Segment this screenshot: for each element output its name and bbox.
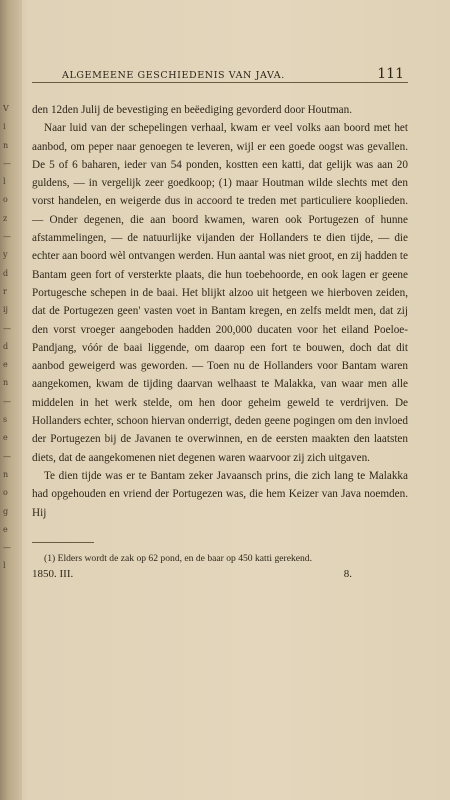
footnote-rule [32,542,94,543]
margin-mark: e [3,524,8,534]
body-text [32,101,408,522]
margin-mark: n [3,140,9,150]
margin-mark: i [3,122,6,132]
margin-mark: — [3,158,11,168]
margin-mark: y [3,250,8,260]
margin-mark: V [3,104,9,113]
margin-mark: — [3,451,11,461]
margin-mark: — [3,323,11,333]
margin-mark: z [3,213,8,223]
margin-mark: o [3,195,8,205]
margin-mark: g [3,506,9,516]
page-number: 111 [377,66,404,82]
footnote: (1) Elders wordt de zak op 62 pond, en de baar op 450 katti gerekend. [44,552,313,564]
margin-mark: l [3,177,6,187]
signature-line [32,568,408,586]
margin-mark: n [3,378,9,388]
margin-mark: d [3,268,9,278]
paragraph: Naar luid van der schepelingen verhaal, kwam er veel volks aan boord met het aanbod, om peper naar genoegen te leveren, wijl er een goede oogst was gevallen. De 5 of 6 baharen, ieder van 54 ponden, kostten een katti, dat gelijk was aan 20 guldens, — in vergelijk zeer goedkoop; (1) maar Houtman wilde slechts met den vorst handelen, en weigerde dus in accoord te treden met particuliere kooplieden. — Onder degenen, die aan boord kwamen, waren ook Portugezen of hunne afstammelingen, — de natuurlijke vijanden der Hollanders te dien tijde, — die echter aan boord wèl ontvangen werden. Hun aantal was niet groot, en zij hadden te Bantam geen fort of versterkte plaats, die hun toebehoorde, en ook lagen er geene Portugesche schepen in de baai. Het blijkt alzoo uit hetgeen we hierboven zeiden, dat de Portugezen geen' vasten voet in Bantam kregen, en zelfs meldt men, dat zij den vorst vroeger aangeboden hadden 200,000 ducaten voor het eiland Poeloe-Pandjang, vóór de baai liggende, om daarop een fort te bouwen, doch dat dit aanbod geweigerd was geworden. — Toen nu de Hollanders voor Bantam waren aangekomen, kwam de tijding daarvan welhaast te Malakka, van waar men alle middelen in het werk stelde, om hen door geheim geweld te verdrijven. De Hollanders echter, schoon hiervan onderrigt, deden geene pogingen om den invloed der Portugezen bij de Javanen te overwinnen, en de eersten maakten den laatsten diets, dat de aangekomenen niet degenen waren waarvoor zij zich uitgaven. [32,122,408,464]
margin-mark: ij [3,305,9,315]
margin-mark: e [3,360,8,370]
margin-mark: n [3,469,9,479]
margin-mark: — [3,232,11,242]
paragraph: Te dien tijde was er te Bantam zeker Javaansch prins, die zich lang te Malakka had opgehouden en vriend der Portugezen was, die hem Keizer van Java noemden. Hij [32,469,408,519]
running-header [32,62,408,83]
margin-mark: e [3,433,8,443]
bleed-through-margin [3,100,19,576]
running-title: ALGEMEENE GESCHIEDENIS VAN JAVA. [62,70,285,81]
signature-mark: 1850. III. [32,567,74,580]
margin-mark: r [3,286,7,296]
page-content [32,62,408,586]
margin-mark: l [3,561,6,571]
margin-mark: s [3,415,8,425]
gathering-number: 8. [343,567,352,580]
margin-mark: — [3,396,11,406]
paragraph-continuation: den 12den Julij de bevestiging en beëediging gevorderd door Houtman. [32,104,353,116]
margin-mark: o [3,488,8,498]
margin-mark: — [3,543,11,553]
margin-mark: d [3,341,9,351]
